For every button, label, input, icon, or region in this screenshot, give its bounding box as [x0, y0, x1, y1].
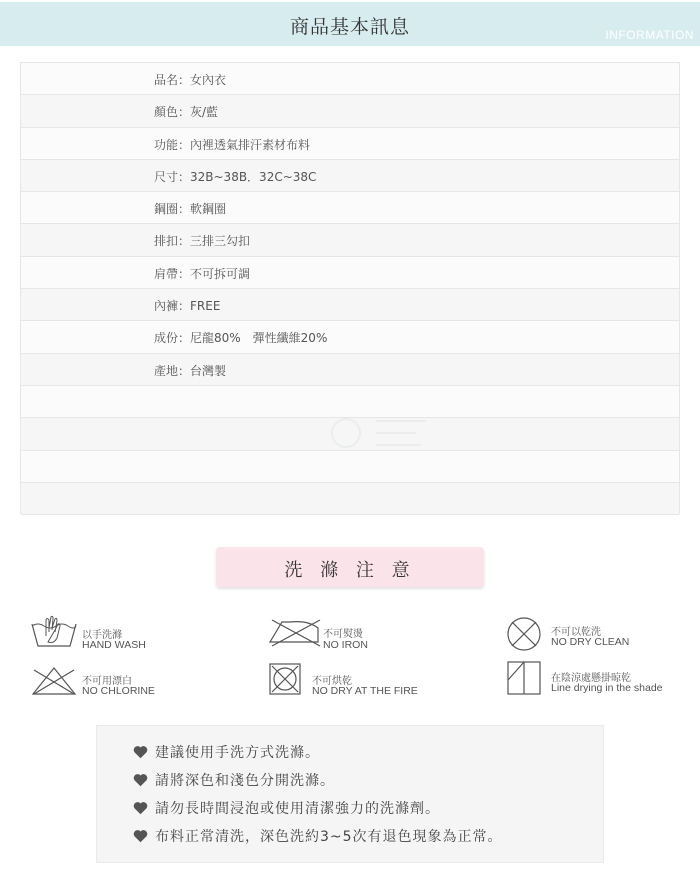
care-no-iron [268, 618, 468, 654]
care-hand-wash [30, 614, 230, 654]
note-text: 請將深色和淺色分開洗滌。 [155, 773, 335, 789]
care-label-en: NO IRON [323, 639, 368, 651]
info-row-panties [21, 289, 679, 321]
washing-notes-box [96, 725, 604, 863]
heart-icon [133, 745, 148, 759]
no-dry-clean-icon [506, 616, 542, 652]
care-no-tumble-dry [268, 662, 468, 700]
info-row-hooks [21, 224, 679, 256]
heart-icon [133, 829, 148, 843]
no-tumble-dry-icon [268, 662, 302, 696]
care-label-zh: 以手洗滌 [82, 630, 122, 641]
info-row-function [21, 128, 679, 160]
note-text: 建議使用手洗方式洗滌。 [155, 745, 320, 761]
no-iron-icon [268, 618, 322, 648]
care-label-en: NO CHLORINE [82, 685, 155, 697]
info-text: 顏色：灰/藍 [154, 105, 219, 120]
care-label-zh: 不可熨燙 [323, 629, 363, 640]
info-row-straps [21, 257, 679, 289]
care-label-en: NO DRY AT THE FIRE [312, 685, 418, 697]
care-label-zh: 不可以乾洗 [551, 627, 601, 638]
care-label-zh: 不可烘乾 [312, 676, 352, 687]
info-text: 品名：女內衣 [154, 73, 227, 87]
note-text: 請勿長時間浸泡或使用清潔強力的洗滌劑。 [155, 801, 440, 817]
product-info-table [20, 62, 680, 514]
care-label-zh: 不可用漂白 [82, 676, 132, 687]
info-text: 成份：尼龍80% 彈性纖維20% [154, 331, 328, 346]
care-label-en: NO DRY CLEAN [551, 636, 630, 648]
info-text: 尺寸：32B~38B．32C~38C [154, 169, 317, 184]
wash-care-title: 洗 滌 注 意 [284, 560, 416, 581]
info-text: 功能：內裡透氣排汗素材布料 [154, 137, 311, 152]
info-row-size [21, 160, 679, 192]
info-text: 肩帶：不可拆可調 [154, 266, 251, 281]
no-bleach-icon [30, 664, 78, 696]
care-no-bleach [30, 664, 230, 700]
page-title: 商品基本訊息 [289, 16, 410, 38]
info-row-material [21, 321, 679, 353]
care-label-en: HAND WASH [82, 639, 146, 651]
info-row-origin [21, 354, 679, 386]
care-no-dry-clean [506, 616, 696, 654]
care-line-dry-shade [506, 660, 696, 700]
header-bar [0, 2, 700, 46]
page-subtitle: INFORMATION [605, 28, 694, 42]
watermark-logo [306, 403, 446, 463]
info-text: 產地：台灣製 [154, 363, 227, 378]
info-row-name [21, 63, 679, 95]
care-label-en: Line drying in the shade [551, 682, 663, 694]
heart-icon [133, 801, 148, 815]
line-dry-shade-icon [506, 660, 542, 696]
info-row-empty [21, 483, 679, 515]
info-text: 鋼圈：軟鋼圈 [154, 202, 227, 217]
info-text: 排扣：三排三勾扣 [154, 234, 251, 249]
info-row-color [21, 95, 679, 127]
care-label-zh: 在陰涼處懸掛晾乾 [551, 673, 631, 684]
hand-wash-icon [30, 614, 78, 650]
info-text: 內褲：FREE [154, 299, 221, 314]
info-row-underwire [21, 192, 679, 224]
wash-care-banner [216, 547, 484, 587]
heart-icon [133, 773, 148, 787]
note-text: 布料正常清洗，深色洗約3~5次有退色現象為正常。 [155, 829, 503, 845]
